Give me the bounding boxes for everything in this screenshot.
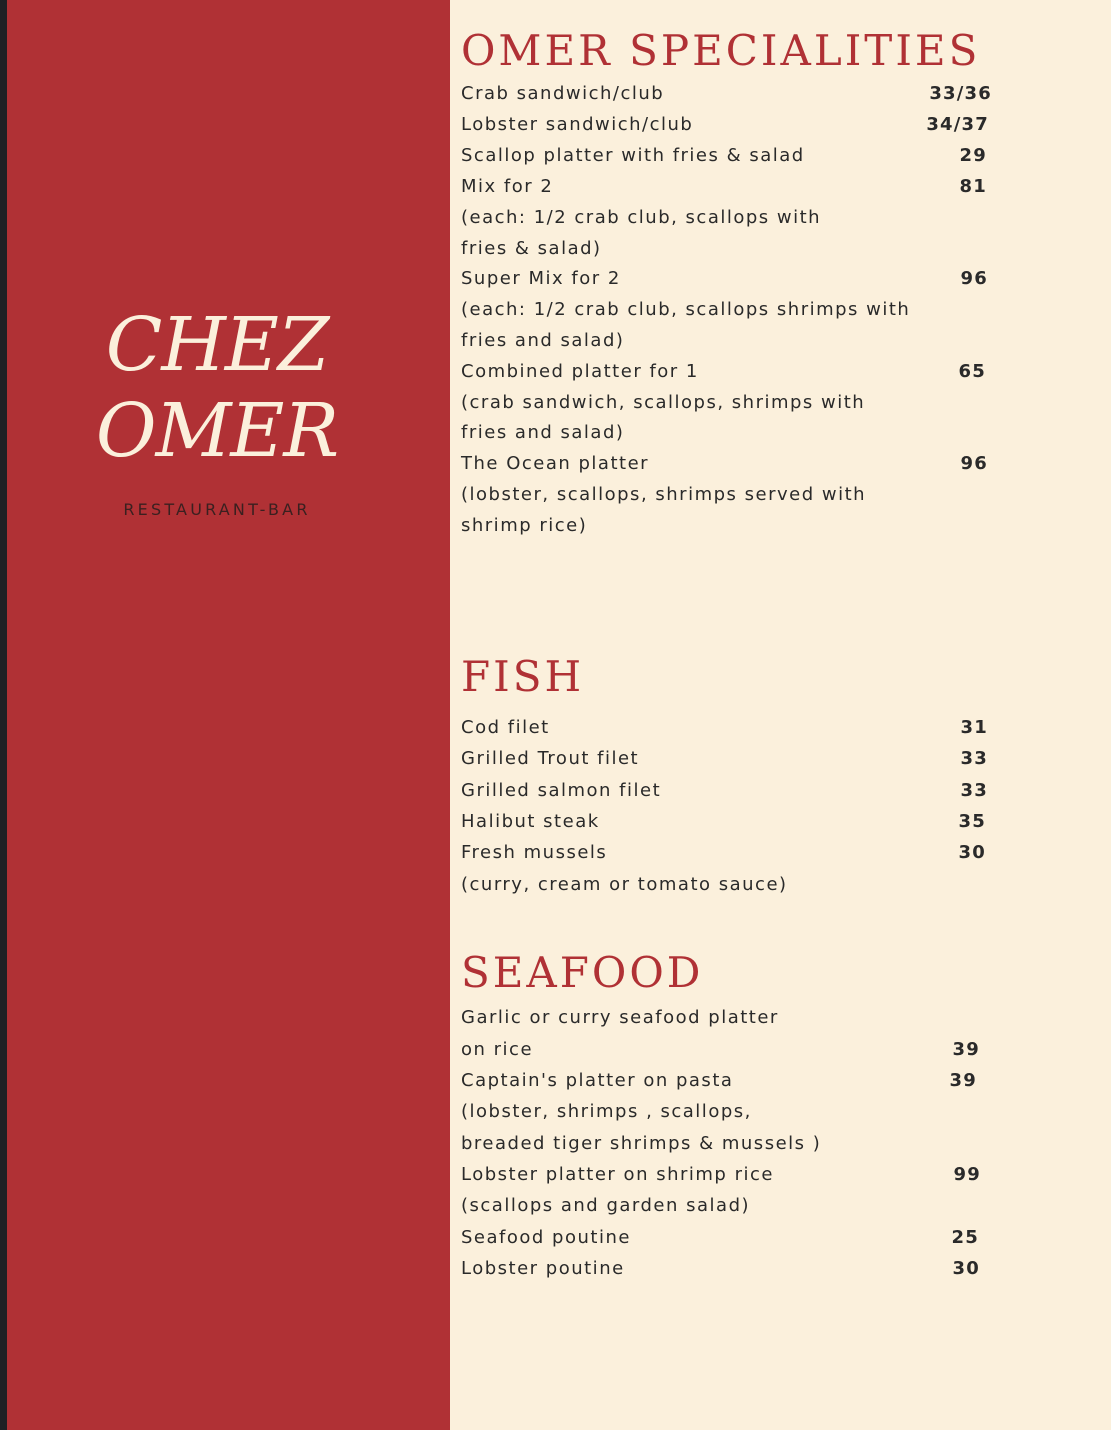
section-title-fish: FISH [461,652,585,701]
menu-item-text: Lobster platter on shrimp rice [461,1164,774,1185]
menu-item-text: Cod filet [461,717,550,738]
menu-item-price: 99 [953,1164,981,1185]
menu-item-price: 39 [949,1070,977,1091]
menu-item-text: Super Mix for 2 [461,268,621,289]
menu-item-description: (each: 1/2 crab club, scallops with [461,207,822,228]
menu-item-price: 65 [958,361,986,382]
menu-item-price: 96 [960,453,988,474]
menu-item-description: (curry, cream or tomato sauce) [461,874,788,895]
menu-item-description: breaded tiger shrimps & mussels ) [461,1133,822,1154]
menu-item-text: Crab sandwich/club [461,83,665,104]
brand-panel [7,0,450,1430]
logo-line-1: CHEZ [105,302,329,388]
menu-item-text: Scallop platter with fries & salad [461,145,805,166]
menu-item-price: 39 [952,1039,980,1060]
menu-item-text: Lobster sandwich/club [461,114,694,135]
menu-item-text: Fresh mussels [461,842,608,863]
menu-item-description: fries & salad) [461,238,602,259]
menu-item-price: 96 [960,268,988,289]
menu-item-description: fries and salad) [461,330,625,351]
menu-item-price: 33 [960,748,988,769]
menu-item-price: 35 [958,811,986,832]
logo-line-2: OMER [95,388,339,474]
menu-item-description: (scallops and garden salad) [461,1195,751,1216]
menu-item-text: Grilled Trout filet [461,748,640,769]
menu-item-price: 25 [951,1227,979,1248]
tagline: RESTAURANT-BAR [123,500,311,519]
menu-item-text: Grilled salmon filet [461,780,662,801]
menu-item-text: Seafood poutine [461,1227,631,1248]
menu-item-text: on rice [461,1039,534,1060]
menu-item-text: Lobster poutine [461,1258,625,1279]
menu-item-text: Captain's platter on pasta [461,1070,734,1091]
menu-item-description: (lobster, scallops, shrimps served with [461,484,867,505]
menu-item-price: 29 [959,145,987,166]
menu-item-description: (lobster, shrimps , scallops, [461,1101,752,1122]
menu-item-text: Garlic or curry seafood platter [461,1007,779,1028]
menu-item-price: 33 [960,780,988,801]
menu-item-description: fries and salad) [461,422,625,443]
menu-item-description: shrimp rice) [461,515,588,536]
menu-item-price: 33/36 [929,83,992,104]
menu-item-price: 31 [960,717,988,738]
menu-item-text: Halibut steak [461,811,600,832]
menu-item-description: (each: 1/2 crab club, scallops shrimps with [461,299,911,320]
menu-item-price: 30 [952,1258,980,1279]
menu-item-description: (crab sandwich, scallops, shrimps with [461,392,866,413]
menu-item-price: 81 [959,176,987,197]
menu-item-text: Combined platter for 1 [461,361,699,382]
menu-item-price: 30 [958,842,986,863]
section-title-specialities: OMER SPECIALITIES [461,26,981,75]
window-edge [0,0,7,1430]
menu-item-price: 34/37 [926,114,989,135]
menu-item-text: Mix for 2 [461,176,554,197]
menu-item-text: The Ocean platter [461,453,650,474]
section-title-seafood: SEAFOOD [461,948,704,997]
